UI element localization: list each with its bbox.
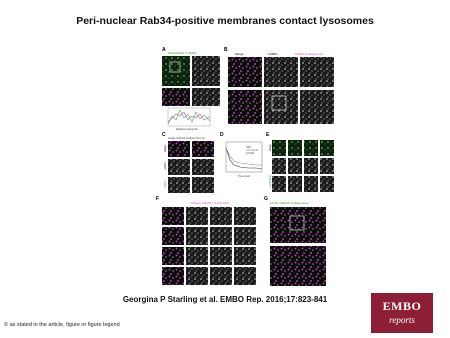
panel-a-letter: A xyxy=(162,47,166,53)
panel-c-rab34-1 xyxy=(168,177,190,193)
panel-b-merge-label: Merge xyxy=(235,52,244,56)
panel-e-row2-3 xyxy=(304,158,318,174)
panel-c-lamp1-1 xyxy=(168,159,190,175)
panel-f-header: mCherry-Rab34 / FLCN-GFP xyxy=(190,201,229,205)
panel-e-row1-1 xyxy=(272,140,286,156)
panel-b-merge-top xyxy=(228,57,262,87)
panel-c-rab34-2 xyxy=(192,177,214,193)
panel-f-grid xyxy=(162,207,256,285)
panel-e-row2-1 xyxy=(272,158,286,174)
panel-d-legend-3: p<0.001 xyxy=(246,153,255,155)
panel-e-row2-2 xyxy=(288,158,302,174)
logo-line-2: reports xyxy=(389,315,415,325)
panel-b-letter: B xyxy=(224,47,228,53)
panel-a-gray-image-1 xyxy=(192,56,220,86)
panel-f-letter: F xyxy=(156,196,160,202)
panel-b-lamp1-label: LAMP1 xyxy=(268,52,278,56)
panel-a-profile-plot xyxy=(168,108,210,126)
panel-c-header: single confocal sections from A) xyxy=(168,137,205,140)
panel-g-bottom-image xyxy=(270,246,326,286)
panel-e-row3-4 xyxy=(320,176,334,192)
panel-b-rab34-top xyxy=(300,57,334,87)
panel-e-row1-2 xyxy=(288,140,302,156)
panel-b-merge-bottom xyxy=(228,90,262,124)
panel-c-merge-1 xyxy=(168,141,190,157)
embo-reports-logo xyxy=(371,293,433,333)
panel-b-rab34-bottom xyxy=(300,90,334,124)
panel-a-merge-image xyxy=(162,88,190,106)
panel-e-row3-1 xyxy=(272,176,286,192)
panel-e-row2-4 xyxy=(320,158,334,174)
panel-d-letter: D xyxy=(220,132,224,138)
panel-a-profile-xlabel: Distance along line xyxy=(176,128,198,131)
logo-line-1: EMBO xyxy=(382,299,422,313)
panel-b-rab34-label: Rab34 (endogenous) xyxy=(295,52,324,56)
panel-e-row1-3 xyxy=(304,140,318,156)
panel-c-merge-label: Merge xyxy=(164,145,167,152)
page-title: Peri-nuclear Rab34-positive membranes contact lysosomes xyxy=(76,15,374,27)
panel-e-lysotracker-label: LysoTracker xyxy=(269,175,272,188)
panel-e-row3-3 xyxy=(304,176,318,192)
panel-e-row1-4 xyxy=(320,140,334,156)
panel-b-lamp1-top xyxy=(264,57,298,87)
footer-note: © as stated in the article, figure or figure legend xyxy=(4,322,120,328)
panel-c-rab34-label: Rab34 xyxy=(164,180,167,188)
panel-g-header: FLCN / Rab34 (endogenous) xyxy=(270,201,309,205)
citation: Georgina P Starling et al. EMBO Rep. 2016;17:823-841 xyxy=(122,295,328,304)
panel-e-merge-label: Merge xyxy=(269,144,272,151)
panel-d-legend-1: GFP xyxy=(246,147,251,149)
panel-a-gray-image-2 xyxy=(192,88,220,106)
figure-svg xyxy=(140,44,340,291)
panel-b-lamp1-bottom xyxy=(264,90,298,124)
panel-g-top-image xyxy=(270,207,326,243)
panel-d-legend-2: GFP-Rab34 xyxy=(246,150,259,152)
panel-c-lamp1-2 xyxy=(192,159,214,175)
panel-c-letter: C xyxy=(162,132,166,138)
panel-g-letter: G xyxy=(264,196,268,202)
panel-c-merge-2 xyxy=(192,141,214,157)
panel-d-xlabel: Time (sec) xyxy=(238,175,251,178)
figure xyxy=(140,44,340,291)
panel-c-lamp1-label: LAMP1 xyxy=(164,162,167,170)
panel-a-green-image xyxy=(162,56,190,86)
panel-e-letter: E xyxy=(266,132,270,138)
panel-e-row3-2 xyxy=(288,176,302,192)
panel-a-header: GFP-Rab34 / LAMP1 xyxy=(168,51,197,55)
